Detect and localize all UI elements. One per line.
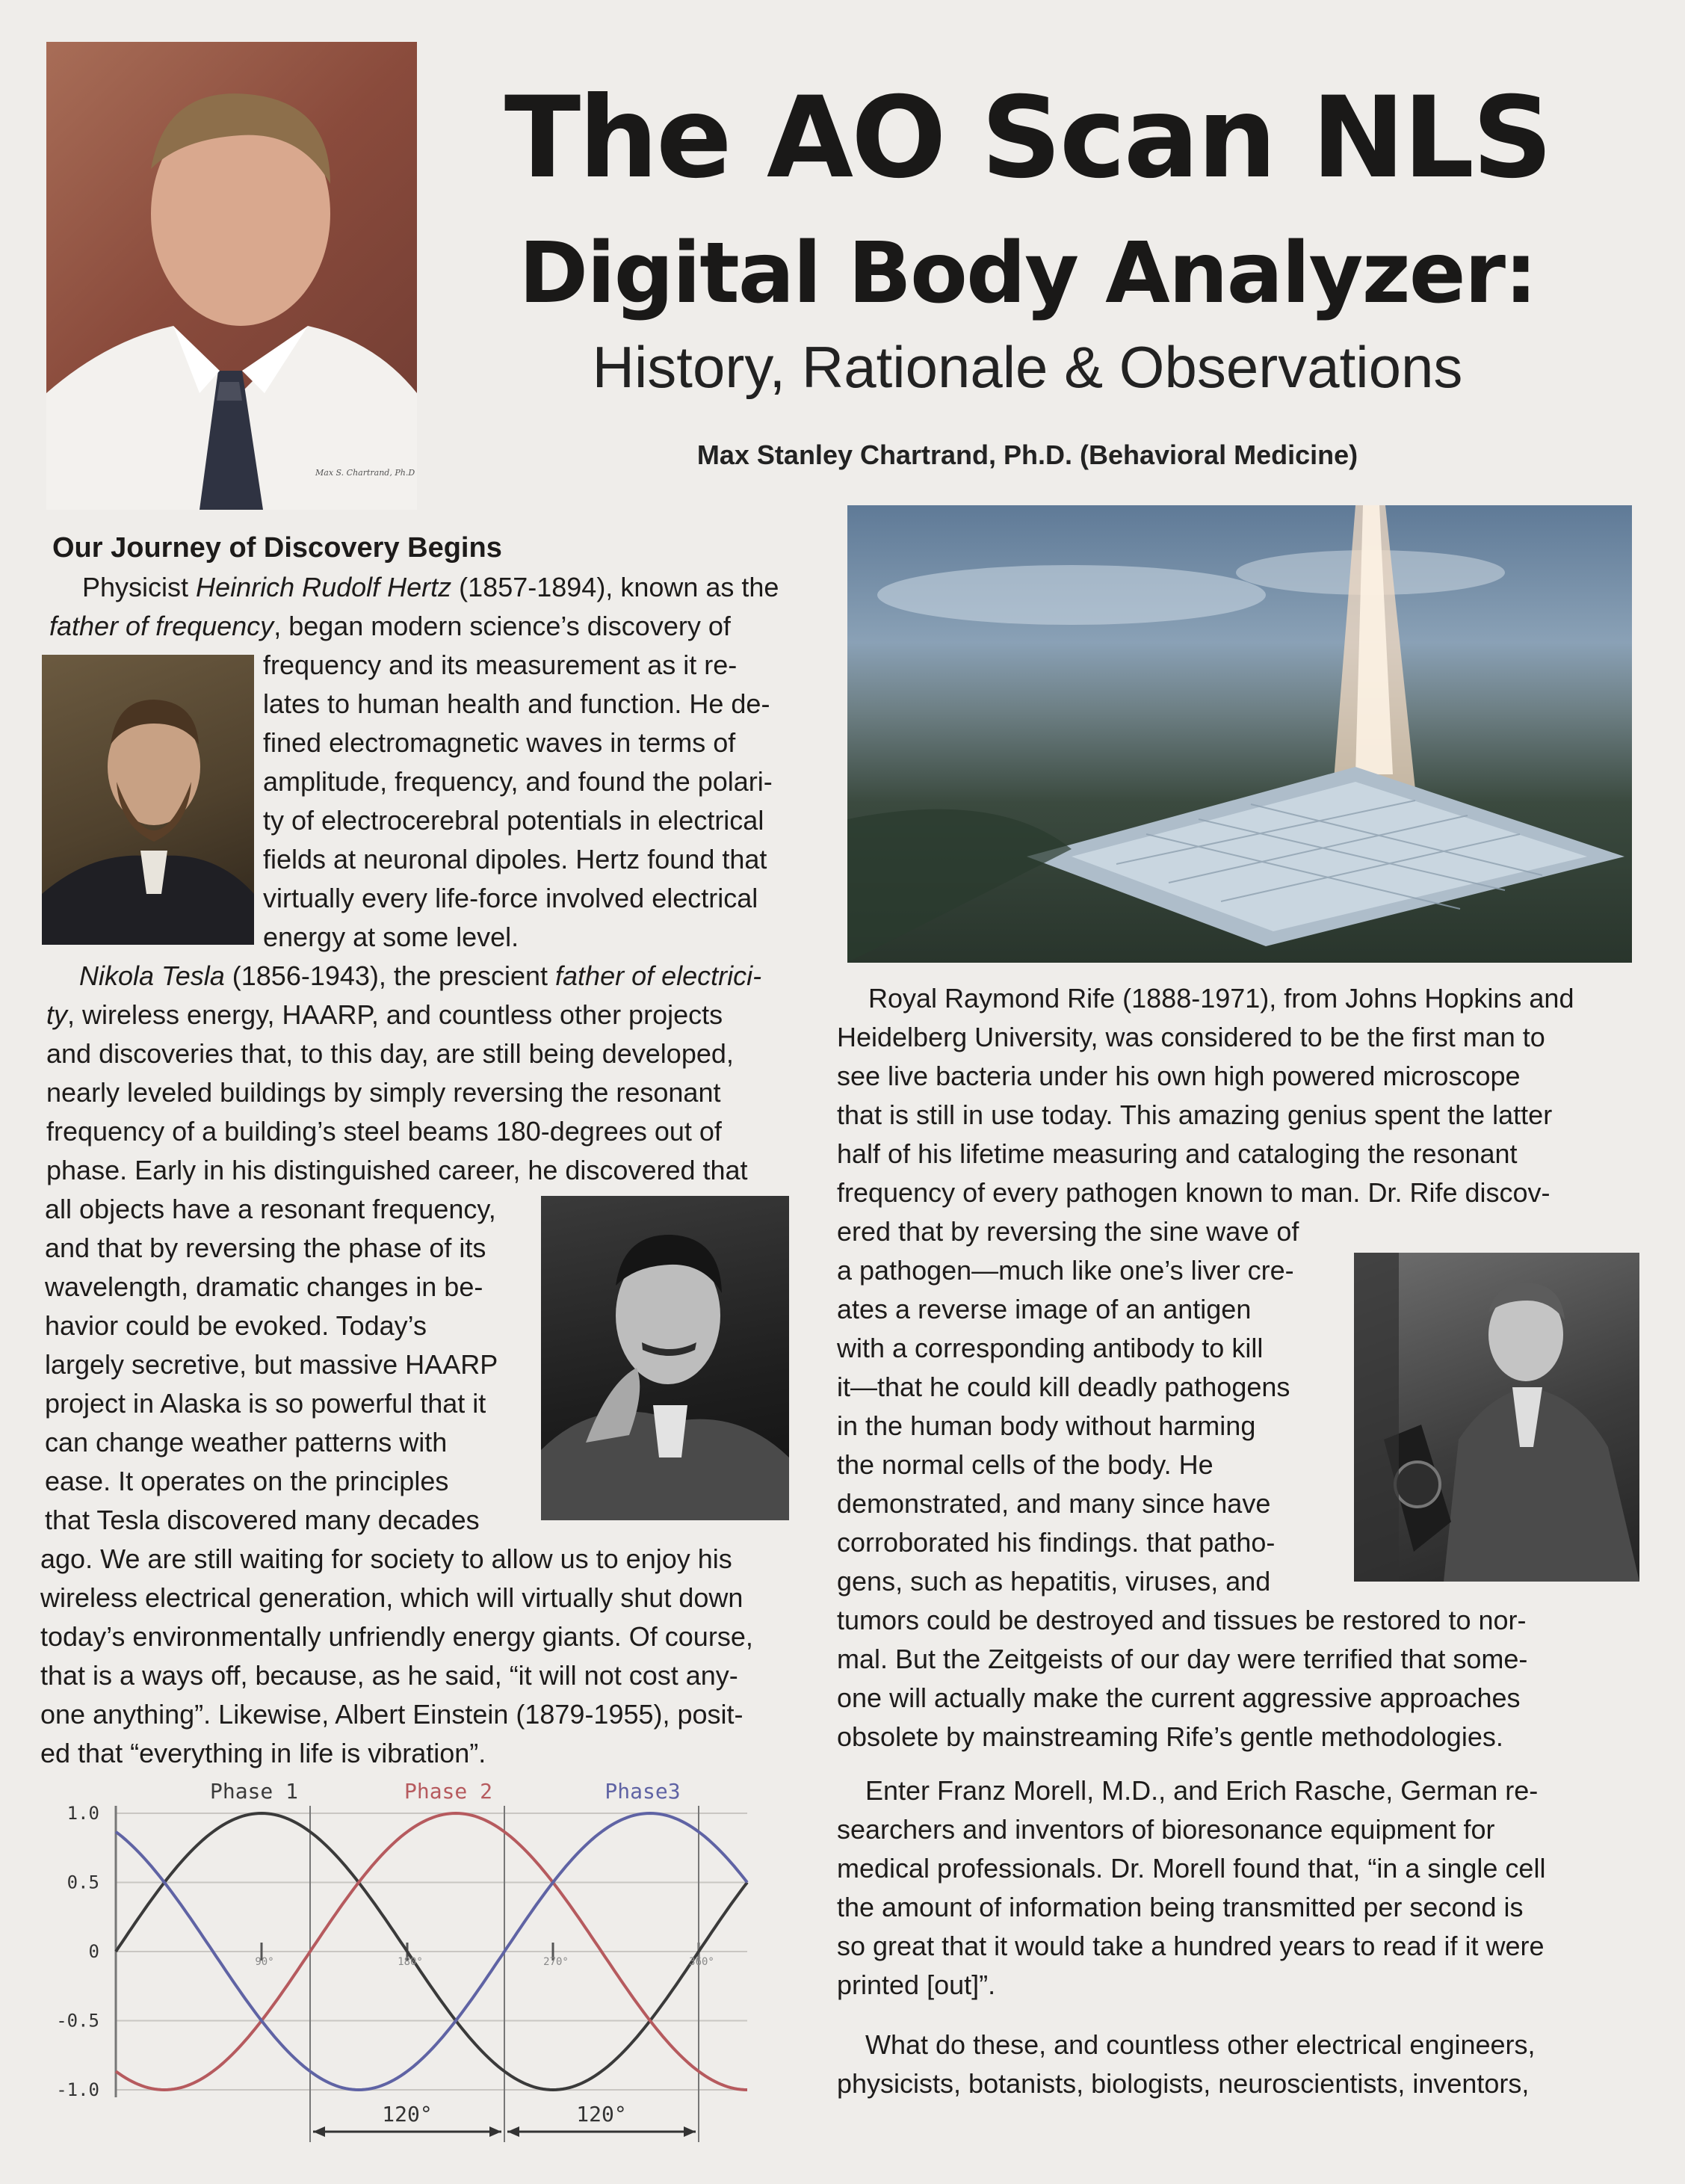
text-line: ty of electrocerebral potentials in electrical bbox=[263, 805, 764, 836]
haarp-facility-art bbox=[847, 505, 1632, 963]
text-line: project in Alaska is so powerful that it bbox=[45, 1388, 486, 1419]
text-line: ty, wireless energy, HAARP, and countless other projects bbox=[46, 999, 723, 1030]
tesla-portrait-art bbox=[541, 1196, 789, 1520]
text-line: wavelength, dramatic changes in be- bbox=[45, 1271, 483, 1302]
text-line: frequency of a building’s steel beams 180-degrees out of bbox=[46, 1116, 722, 1147]
text-line: ered that by reversing the sine wave of bbox=[837, 1216, 1299, 1247]
text-line: that is a ways off, because, as he said, “it will not cost any- bbox=[40, 1660, 738, 1691]
text-line: obsolete by mainstreaming Rife’s gentle methodologies. bbox=[837, 1721, 1503, 1752]
text-line: virtually every life-force involved electrical bbox=[263, 883, 758, 913]
text-line: searchers and inventors of bioresonance equipment for bbox=[837, 1814, 1495, 1845]
text-line: largely secretive, but massive HAARP bbox=[45, 1349, 498, 1380]
arrow-head-right bbox=[489, 2126, 501, 2137]
text-line: the normal cells of the body. He bbox=[837, 1449, 1213, 1480]
arrow-head-left bbox=[313, 2126, 325, 2137]
text-line: ago. We are still waiting for society to allow us to enjoy his bbox=[40, 1543, 732, 1574]
x-tick-label: 90° bbox=[255, 1956, 274, 1968]
text-line: Physicist Heinrich Rudolf Hertz (1857-1894), known as the bbox=[82, 572, 779, 602]
hertz-paragraph-wrap bbox=[263, 646, 773, 957]
text-line: fields at neuronal dipoles. Hertz found that bbox=[263, 844, 767, 874]
text-line: see live bacteria under his own high powered microscope bbox=[837, 1061, 1521, 1091]
text-line: Nikola Tesla (1856-1943), the prescient father of electrici- bbox=[79, 960, 762, 991]
legend-label: Phase 2 bbox=[404, 1779, 493, 1804]
tesla-paragraph-full bbox=[46, 996, 748, 1190]
y-tick-label: 0.5 bbox=[67, 1872, 99, 1893]
text-line: tumors could be destroyed and tissues be restored to nor- bbox=[837, 1605, 1527, 1635]
text-line: physicists, botanists, biologists, neuroscientists, inventors, bbox=[837, 2068, 1530, 2099]
text-line: ed that “everything in life is vibration”. bbox=[40, 1738, 486, 1768]
text-line: in the human body without harming bbox=[837, 1410, 1256, 1441]
text-line: that Tesla discovered many decades bbox=[45, 1505, 480, 1535]
hertz-paragraph-intro bbox=[82, 568, 779, 607]
text-line: can change weather patterns with bbox=[45, 1427, 448, 1457]
text-line: frequency and its measurement as it re- bbox=[263, 650, 738, 680]
text-line: with a corresponding antibody to kill bbox=[837, 1333, 1264, 1363]
text-line: and that by reversing the phase of its bbox=[45, 1233, 486, 1263]
rife-paragraph-end bbox=[837, 1601, 1527, 1756]
text-line: one anything”. Likewise, Albert Einstein (1879-1955), posit- bbox=[40, 1699, 743, 1730]
y-tick-label: 1.0 bbox=[67, 1803, 99, 1824]
text-line: lates to human health and function. He de- bbox=[263, 688, 770, 719]
author-byline: Max Stanley Chartrand, Ph.D. (Behavioral Medicine) bbox=[696, 439, 1358, 470]
text-line: one will actually make the current aggressive approaches bbox=[837, 1682, 1521, 1713]
text-line: printed [out]”. bbox=[837, 1969, 996, 2000]
morell-paragraph bbox=[837, 1771, 1545, 2005]
text-line: energy at some level. bbox=[263, 922, 519, 952]
text-line: today’s environmentally unfriendly energy giants. Of course, bbox=[40, 1621, 753, 1652]
chart-grid bbox=[116, 1806, 747, 2142]
text-line: corroborated his findings. that patho- bbox=[837, 1527, 1276, 1558]
text-line: nearly leveled buildings by simply reversing the resonant bbox=[46, 1077, 721, 1108]
text-line: all objects have a resonant frequency, bbox=[45, 1194, 496, 1224]
rife-portrait bbox=[1354, 1253, 1639, 1582]
text-line: Enter Franz Morell, M.D., and Erich Rasche, German re- bbox=[865, 1775, 1539, 1806]
phase-chart bbox=[30, 1776, 777, 2150]
text-line: frequency of every pathogen known to man. Dr. Rife discov- bbox=[837, 1177, 1550, 1208]
svg-text:Max S. Chartrand, Ph.D: Max S. Chartrand, Ph.D bbox=[315, 468, 415, 478]
tesla-portrait bbox=[541, 1196, 789, 1520]
tesla-paragraph-end bbox=[40, 1540, 753, 1773]
author-portrait-art bbox=[46, 42, 417, 510]
rife-portrait-art bbox=[1354, 1253, 1639, 1582]
rife-paragraph-intro bbox=[837, 979, 1574, 1251]
main-title: The AO Scan NLS bbox=[504, 73, 1551, 203]
x-tick-label: 180° bbox=[398, 1956, 423, 1968]
section-heading: Our Journey of Discovery Begins bbox=[52, 532, 502, 564]
text-line: ates a reverse image of an antigen bbox=[837, 1294, 1252, 1324]
closing-paragraph bbox=[837, 2026, 1536, 2103]
tesla-paragraph-wrap bbox=[45, 1190, 498, 1540]
text-line: Royal Raymond Rife (1888-1971), from Johns Hopkins and bbox=[868, 983, 1574, 1014]
phase-gap-label: 120° bbox=[576, 2102, 627, 2126]
text-line: phase. Early in his distinguished career, he discovered that bbox=[46, 1155, 748, 1185]
text-line: that is still in use today. This amazing genius spent the latter bbox=[837, 1099, 1553, 1130]
text-line: and discoveries that, to this day, are still being developed, bbox=[46, 1038, 734, 1069]
arrow-head-right bbox=[684, 2126, 696, 2137]
hertz-portrait bbox=[42, 655, 254, 945]
text-line: wireless electrical generation, which will virtually shut down bbox=[40, 1582, 743, 1613]
text-line: so great that it would take a hundred years to read if it were bbox=[837, 1931, 1545, 1961]
text-line: Heidelberg University, was considered to be the first man to bbox=[837, 1022, 1545, 1052]
rife-paragraph-wrap bbox=[837, 1251, 1294, 1601]
subtitle-secondary: History, Rationale & Observations bbox=[592, 334, 1463, 400]
y-tick-label: -1.0 bbox=[56, 2079, 99, 2100]
tesla-paragraph-intro bbox=[79, 957, 761, 996]
haarp-facility-photo bbox=[847, 505, 1632, 963]
y-tick-label: 0 bbox=[88, 1941, 99, 1962]
text-line: gens, such as hepatitis, viruses, and bbox=[837, 1566, 1271, 1597]
text-line: demonstrated, and many since have bbox=[837, 1488, 1271, 1519]
text-line: mal. But the Zeitgeists of our day were terrified that some- bbox=[837, 1644, 1528, 1674]
text-line: the amount of information being transmitted per second is bbox=[837, 1892, 1524, 1922]
arrow-head-left bbox=[507, 2126, 519, 2137]
x-tick-label: 360° bbox=[689, 1956, 714, 1968]
chart-labels bbox=[56, 1779, 714, 2126]
text-line: ease. It operates on the principles bbox=[45, 1466, 449, 1496]
text-line: amplitude, frequency, and found the polari- bbox=[263, 766, 773, 797]
subtitle: Digital Body Analyzer: bbox=[519, 225, 1536, 322]
x-tick-label: 270° bbox=[543, 1956, 569, 1968]
author-portrait bbox=[46, 42, 417, 510]
text-line: fined electromagnetic waves in terms of bbox=[263, 727, 736, 758]
text-line: medical professionals. Dr. Morell found that, “in a single cell bbox=[837, 1853, 1546, 1884]
text-line: it—that he could kill deadly pathogens bbox=[837, 1372, 1290, 1402]
text-line: half of his lifetime measuring and cataloging the resonant bbox=[837, 1138, 1518, 1169]
legend-label: Phase3 bbox=[605, 1779, 681, 1804]
text-line: havior could be evoked. Today’s bbox=[45, 1310, 427, 1341]
text-line: What do these, and countless other electrical engineers, bbox=[865, 2029, 1536, 2060]
y-tick-label: -0.5 bbox=[56, 2010, 99, 2032]
text-line: father of frequency, began modern science’s discovery of bbox=[49, 611, 731, 641]
text-line: a pathogen—much like one’s liver cre- bbox=[837, 1255, 1294, 1286]
phase-gap-label: 120° bbox=[382, 2102, 433, 2126]
hertz-paragraph-intro-2 bbox=[49, 607, 731, 646]
hertz-portrait-art bbox=[42, 655, 254, 945]
legend-label: Phase 1 bbox=[209, 1779, 299, 1804]
